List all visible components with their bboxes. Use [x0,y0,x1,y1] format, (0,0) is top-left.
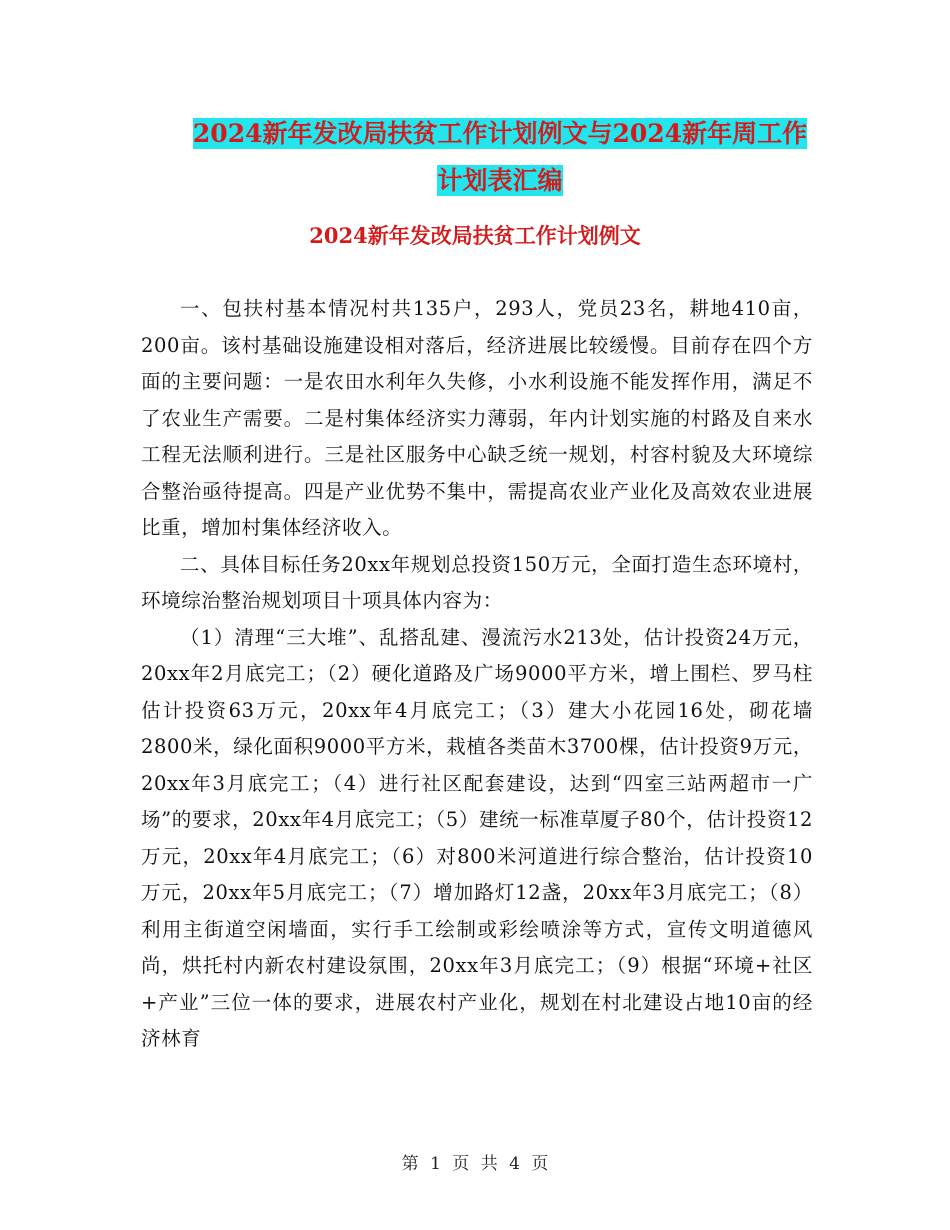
document-title-line-2: 计划表汇编 [437,166,563,195]
document-title-line-1: 2024新年发改局扶贫工作计划例文与2024新年周工作 [192,119,808,148]
paragraph-3: （1）清理“三大堆”、乱搭乱建、漫流污水213处，估计投资24万元，20xx年2月底完工；（2）硬化道路及广场9000平方米，增上围栏、罗马柱估计投资63万元，20xx年4月底完工；（3）建大小花园16处，砌花墙2800米，绿化面积9000平方米，栽植各类苗木3700棵，估计投资9万元，20xx年3月底完工；（4）进行社区配套建设，达到“四室三站两超市一广场”的要求，20xx年4月底完工；（5）建统一标准草厦子80个，估计投资12万元，20xx年4月底完工；（6）对800米河道进行综合整治，估计投资10万元，20xx年5月底完工；（7）增加路灯12盏，20xx年3月底完工；（8）利用主街道空闲墙面，实行手工绘制或彩绘喷涂等方式，宣传文明道德风尚，烘托村内新农村建设氛围，20xx年3月底完工；（9）根据“环境+社区+产业”三位一体的要求，进展农村产业化，规划在村北建设占地10亩的经济林育 [141,625,813,1050]
document-body [141,291,813,1058]
section-title: 2024新年发改局扶贫工作计划例文 [309,223,641,248]
paragraph-1: 一、包扶村基本情况村共135户，293人，党员23名，耕地410亩，200亩。该村基础设施建设相对落后，经济进展比较缓慢。目前存在四个方面的主要问题：一是农田水利年久失修，小水利设施不能发挥作用，满足不了农业生产需要。二是村集体经济实力薄弱，年内计划实施的村路及自来水工程无法顺利进行。三是社区服务中心缺乏统一规划，村容村貌及大环境综合整治亟待提高。四是产业优势不集中，需提高农业产业化及高效农业进展比重，增加村集体经济收入。 [141,297,813,539]
paragraph-2: 二、具体目标任务20xx年规划总投资150万元，全面打造生态环境村，环境综治整治规划项目十项具体内容为： [141,552,813,612]
page-number-footer: 第 1 页 共 4 页 [401,1154,549,1174]
document-title [150,110,850,204]
